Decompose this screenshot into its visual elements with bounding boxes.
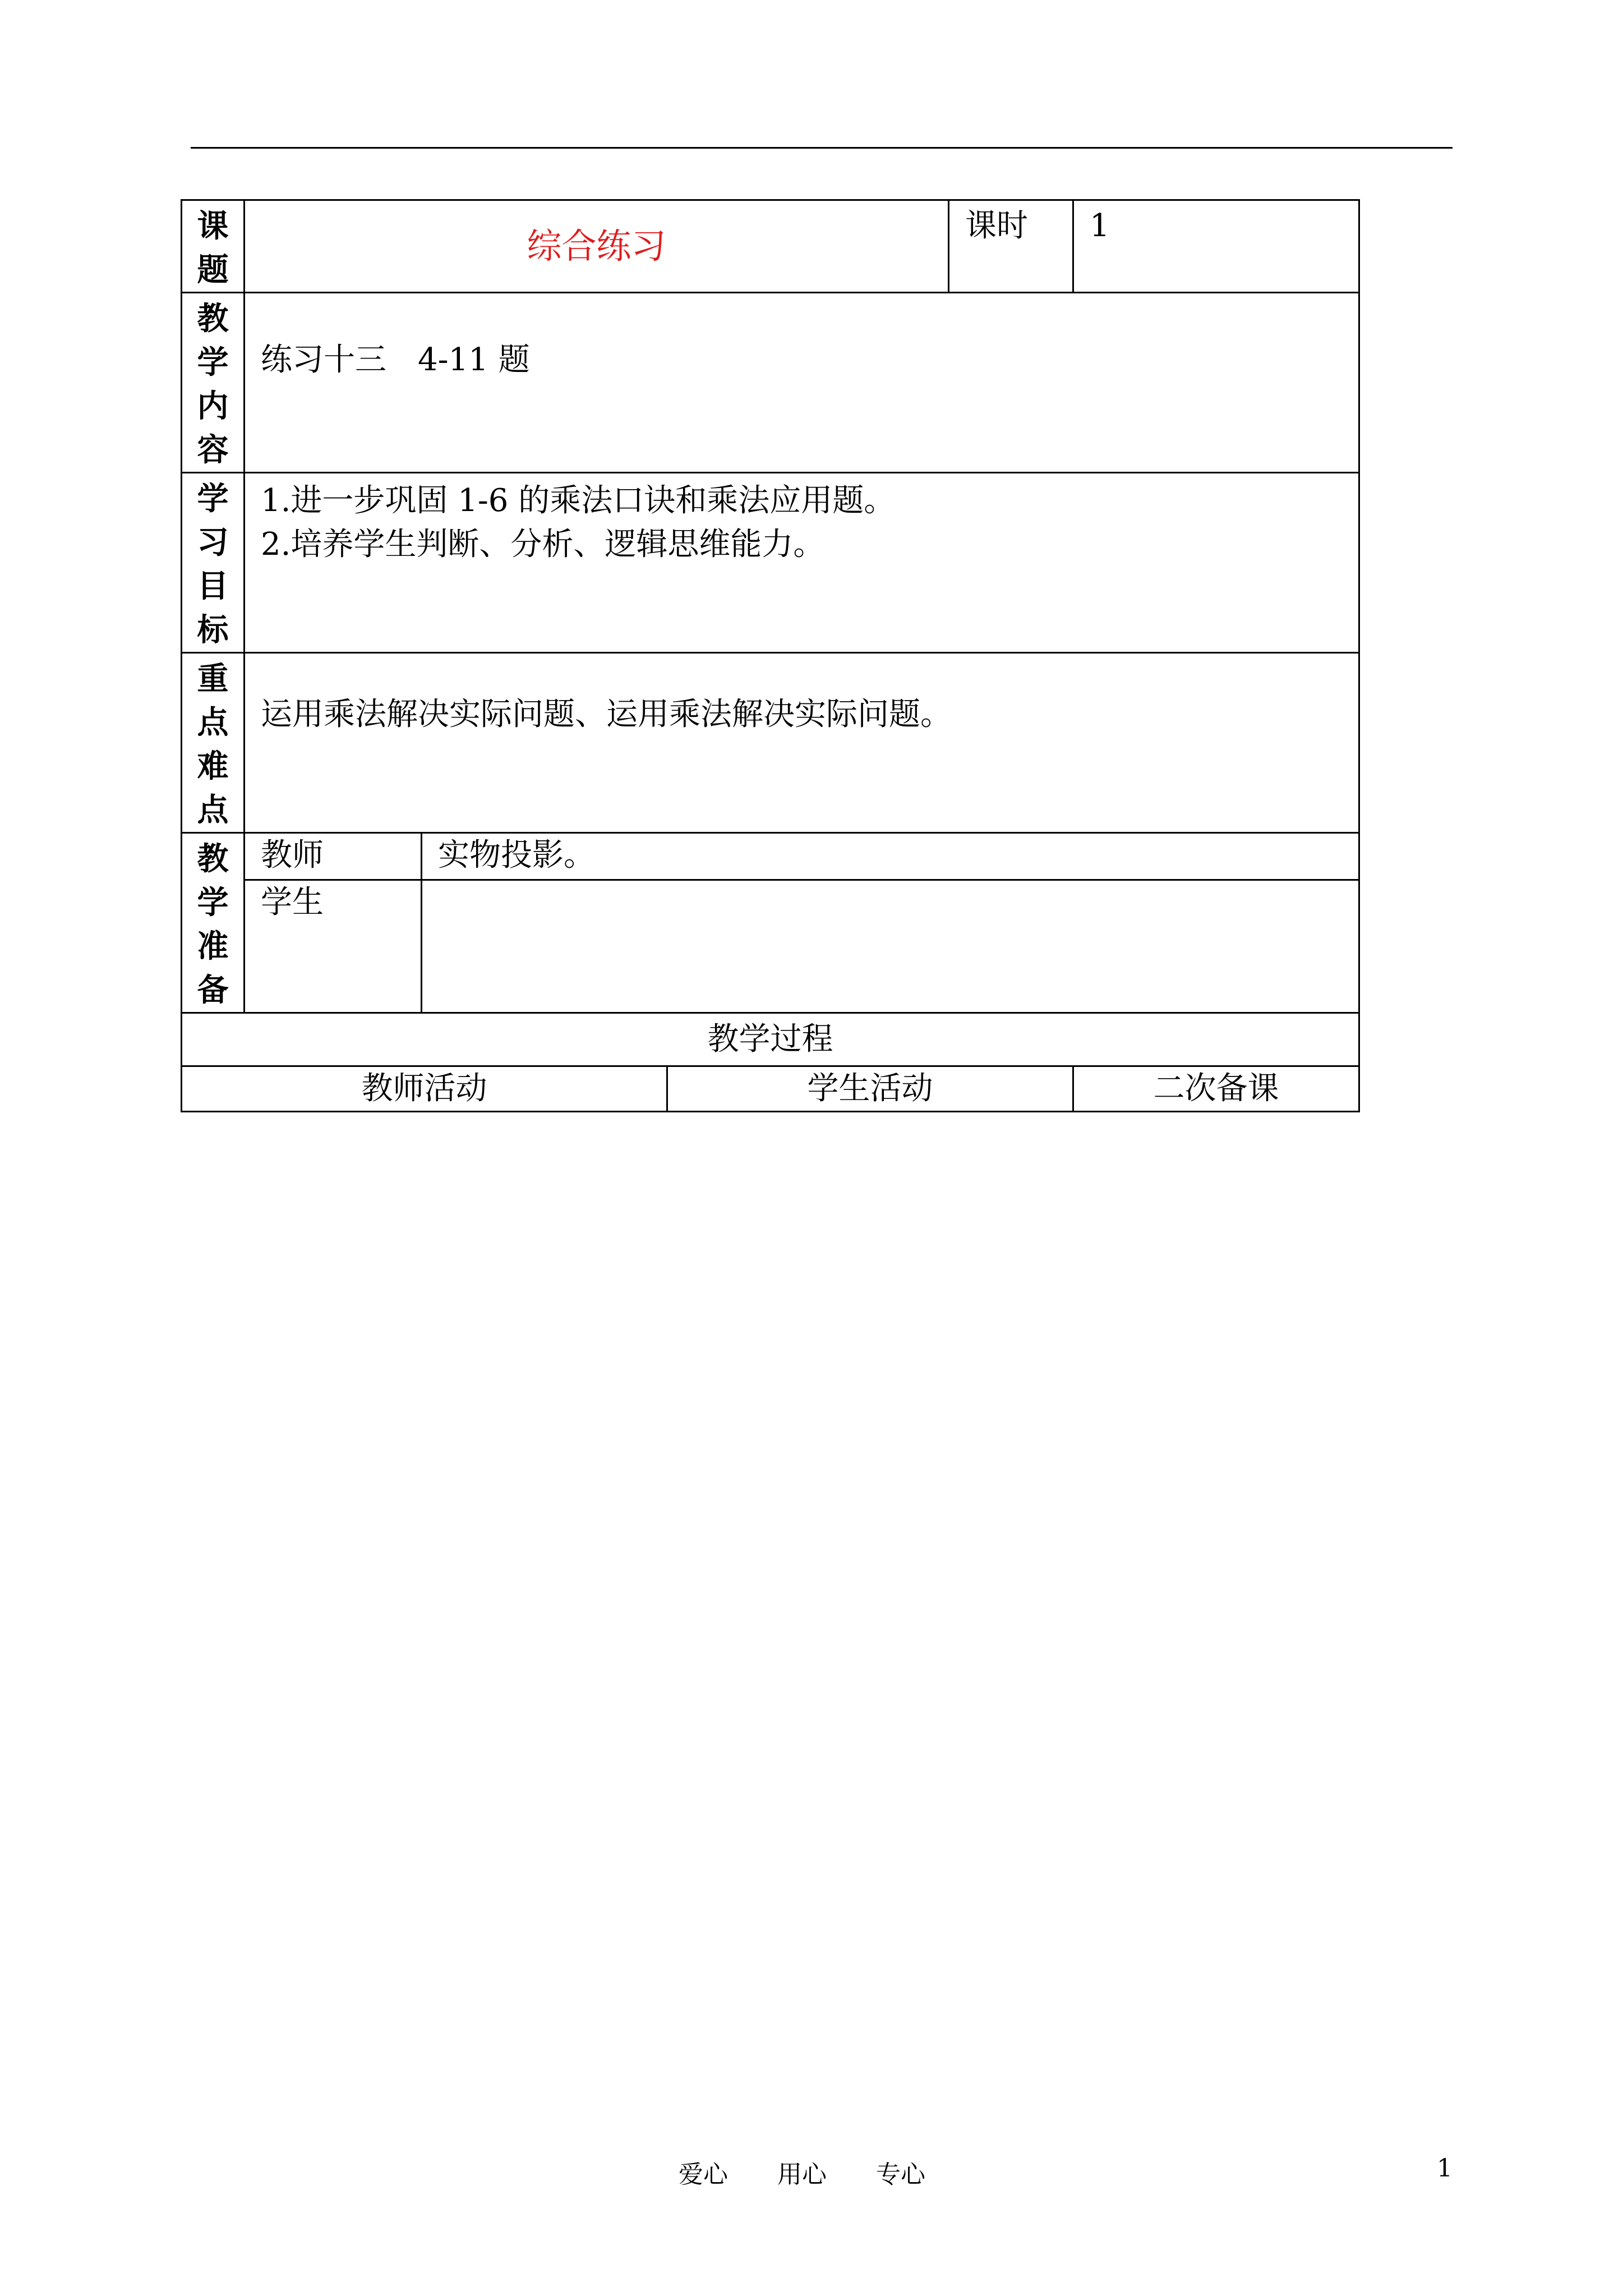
prep-teacher-row (182, 833, 1359, 880)
footer-motto: 爱心 用心 专心 (679, 2160, 925, 2189)
difficulty-value: 运用乘法解决实际问题、运用乘法解决实际问题。 (245, 653, 1359, 833)
lesson-plan-table (181, 199, 1360, 1112)
header-rule (191, 147, 1453, 149)
page-number: 1 (1437, 2154, 1453, 2183)
content-label: 教 学 内 容 (182, 293, 245, 473)
objective-item: 2.培养学生判断、分析、逻辑思维能力。 (261, 526, 825, 563)
second-prep-header: 二次备课 (1073, 1066, 1359, 1112)
period-value: 1 (1073, 200, 1359, 293)
content-value: 练习十三 4-11 题 (245, 293, 1359, 473)
process-header: 教学过程 (182, 1013, 1359, 1066)
subject-row (182, 200, 1359, 293)
process-row (182, 1013, 1359, 1066)
prep-teacher-value: 实物投影。 (422, 833, 1359, 880)
subject-label: 课 题 (182, 200, 245, 293)
difficulty-label: 重 点 难 点 (182, 653, 245, 833)
objectives-label: 学 习 目 标 (182, 473, 245, 653)
objective-item: 1.进一步巩固 1-6 的乘法口诀和乘法应用题。 (261, 482, 896, 519)
prep-student-value (422, 880, 1359, 1013)
period-label: 课时 (949, 200, 1073, 293)
objectives-row (182, 473, 1359, 653)
lesson-title: 综合练习 (245, 200, 949, 293)
prep-teacher-label: 教师 (245, 833, 422, 880)
objectives-list (245, 473, 1359, 653)
student-activity-header: 学生活动 (667, 1066, 1073, 1112)
prep-student-row (182, 880, 1359, 1013)
prep-student-label: 学生 (245, 880, 422, 1013)
content-row (182, 293, 1359, 473)
difficulty-row (182, 653, 1359, 833)
columns-row (182, 1066, 1359, 1112)
teacher-activity-header: 教师活动 (182, 1066, 667, 1112)
prep-label: 教 学 准 备 (182, 833, 245, 1013)
